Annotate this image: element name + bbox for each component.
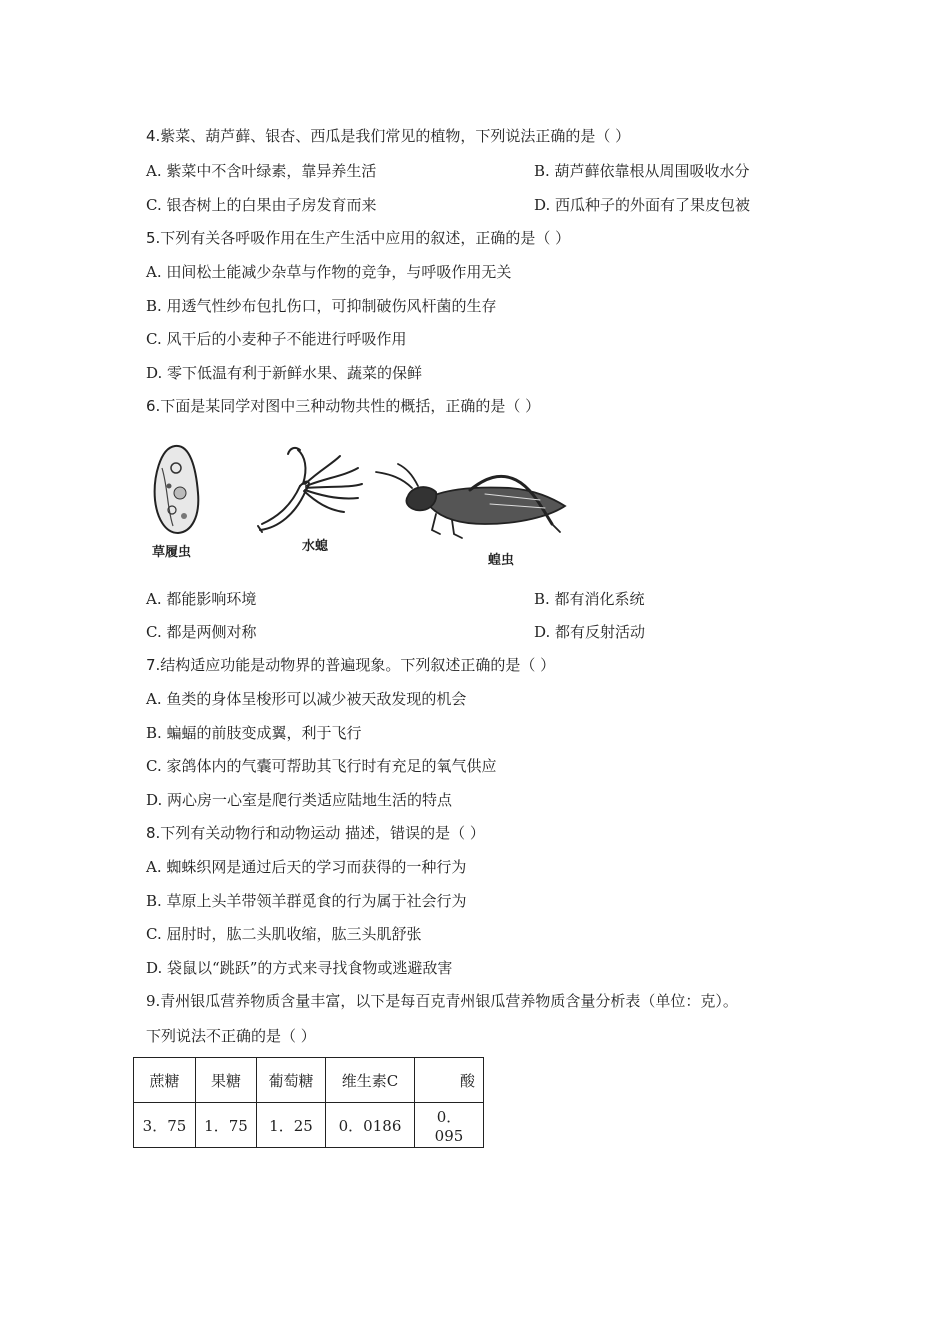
q8-stem: 8.下列有关动物行和动物运动 描述，错误的是（ ） bbox=[146, 824, 485, 842]
q4-stem: 4.紫菜、葫芦藓、银杏、西瓜是我们常见的植物，下列说法正确的是（ ） bbox=[146, 127, 631, 145]
q4-option-d: D. 西瓜种子的外面有了果皮包被 bbox=[534, 196, 751, 214]
q5-stem: 5.下列有关各呼吸作用在生产生活中应用的叙述，正确的是（ ） bbox=[146, 229, 571, 247]
q8-option-b: B. 草原上头羊带领羊群觅食的行为属于社会行为 bbox=[146, 892, 467, 910]
q4-option-c: C. 银杏树上的白果由子房发育而来 bbox=[146, 196, 377, 214]
table-header-cell: 葡萄糖 bbox=[257, 1058, 326, 1103]
q7-stem: 7.结构适应功能是动物界的普遍现象。下列叙述正确的是（ ） bbox=[146, 656, 556, 674]
paramecium-illustration bbox=[155, 446, 199, 533]
q6-stem: 6.下面是某同学对图中三种动物共性的概括，正确的是（ ） bbox=[146, 397, 541, 415]
q5-option-b: B. 用透气性纱布包扎伤口，可抑制破伤风杆菌的生存 bbox=[146, 297, 497, 315]
table-header-cell: 蔗糖 bbox=[134, 1058, 196, 1103]
figure-label-paramecium: 草履虫 bbox=[152, 545, 192, 560]
table-cell: 0．095 bbox=[415, 1103, 484, 1148]
q6-option-b: B. 都有消化系统 bbox=[534, 590, 645, 608]
q7-option-c: C. 家鸽体内的气囊可帮助其飞行时有充足的氧气供应 bbox=[146, 757, 497, 775]
q7-option-d: D. 两心房一心室是爬行类适应陆地生活的特点 bbox=[146, 791, 453, 809]
q5-option-a: A. 田间松土能减少杂草与作物的竞争，与呼吸作用无关 bbox=[146, 263, 512, 281]
q7-option-b: B. 蝙蝠的前肢变成翼，利于飞行 bbox=[146, 724, 362, 742]
table-header-cell: 酸 bbox=[415, 1058, 484, 1103]
q6-option-a: A. 都能影响环境 bbox=[146, 590, 257, 608]
table-cell: 0．0186 bbox=[326, 1103, 415, 1148]
q4-option-b: B. 葫芦藓依靠根从周围吸收水分 bbox=[534, 162, 750, 180]
figure-label-locust: 蝗虫 bbox=[488, 553, 515, 568]
q6-option-c: C. 都是两侧对称 bbox=[146, 623, 257, 641]
table-cell: 1．75 bbox=[196, 1103, 257, 1148]
q8-option-d: D. 袋鼠以“跳跃”的方式来寻找食物或逃避敌害 bbox=[146, 959, 453, 977]
q9-stem-line1: 9.青州银瓜营养物质含量丰富，以下是每百克青州银瓜营养物质含量分析表（单位：克）。 bbox=[146, 992, 738, 1010]
q4-option-a: A. 紫菜中不含叶绿素，靠异养生活 bbox=[146, 162, 377, 180]
q6-option-d: D. 都有反射活动 bbox=[534, 623, 646, 641]
table-header-row bbox=[134, 1058, 484, 1103]
locust-illustration bbox=[376, 464, 565, 538]
table-header-cell: 维生素C bbox=[326, 1058, 415, 1103]
table-header-cell: 果糖 bbox=[196, 1058, 257, 1103]
nutrition-table bbox=[133, 1057, 484, 1148]
q8-option-a: A. 蜘蛛织网是通过后天的学习而获得的一种行为 bbox=[146, 858, 467, 876]
q7-option-a: A. 鱼类的身体呈梭形可以减少被天敌发现的机会 bbox=[146, 690, 467, 708]
animals-figure bbox=[140, 438, 590, 578]
table-cell: 1．25 bbox=[257, 1103, 326, 1148]
q5-option-c: C. 风干后的小麦种子不能进行呼吸作用 bbox=[146, 330, 407, 348]
q9-stem-line2: 下列说法不正确的是（ ） bbox=[146, 1027, 316, 1045]
figure-label-hydra: 水螅 bbox=[302, 539, 329, 554]
hydra-illustration bbox=[258, 448, 362, 532]
q5-option-d: D. 零下低温有利于新鲜水果、蔬菜的保鲜 bbox=[146, 364, 423, 382]
table-cell: 3．75 bbox=[134, 1103, 196, 1148]
q8-option-c: C. 屈肘时，肱二头肌收缩，肱三头肌舒张 bbox=[146, 925, 422, 943]
table-row bbox=[134, 1103, 484, 1148]
